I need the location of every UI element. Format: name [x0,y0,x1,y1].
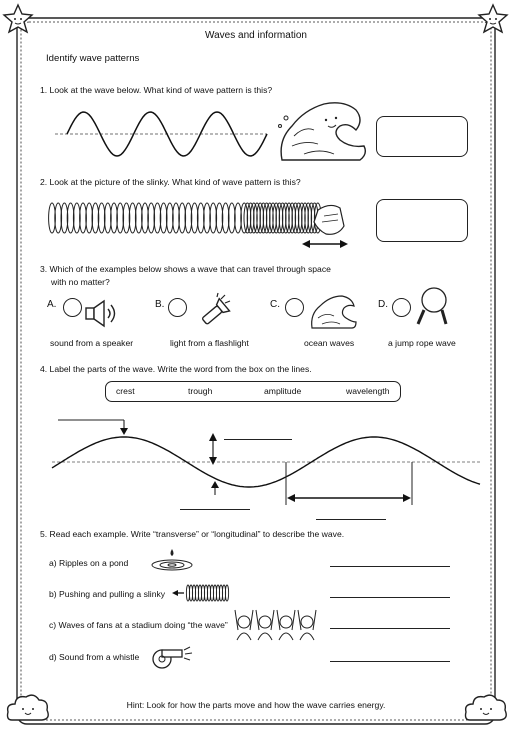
answer-line-q5b[interactable] [330,597,450,598]
page-title: Waves and information [205,30,307,41]
answer-line-q5a[interactable] [330,566,450,567]
q5-item-c-label: c) Waves of fans at a stadium doing “the wave” [49,620,228,630]
word-bank-item: trough [188,386,213,396]
option-b-caption: light from a flashlight [170,338,249,348]
jump-rope-icon [412,286,452,330]
page-subtitle: Identify wave patterns [46,53,140,64]
answer-line-q5d[interactable] [330,661,450,662]
answer-line-trough[interactable] [180,509,250,510]
flashlight-icon [195,295,231,331]
slinky-icon [48,196,338,256]
option-a-caption: sound from a speaker [50,338,134,348]
option-c-radio[interactable] [285,298,304,317]
answer-line-q5c[interactable] [330,628,450,629]
option-a-radio[interactable] [63,298,82,317]
slinky-icon [172,582,234,604]
question-1-text: 1. Look at the wave below. What kind of wave pattern is this? [40,85,273,95]
option-c-caption: ocean waves [304,338,355,348]
transverse-wave-diagram [55,102,275,162]
question-4-text: 4. Label the parts of the wave. Write the word from the box on the lines. [40,364,312,374]
question-3-line2: with no matter? [51,277,110,287]
option-d-letter: D. [378,299,388,310]
ocean-wave-icon [308,292,358,332]
option-a-letter: A. [47,299,57,310]
option-d-caption: a jump rope wave [388,338,456,348]
word-bank-item: amplitude [264,386,302,396]
water-drop-ripple-icon [150,548,194,572]
option-c-letter: C. [270,299,280,310]
word-bank-item: wavelength [346,386,390,396]
q5-item-d-label: d) Sound from a whistle [49,652,140,662]
word-bank-item: crest [116,386,135,396]
option-b-radio[interactable] [168,298,187,317]
q5-item-a-label: a) Ripples on a pond [49,558,129,568]
hint-text: Hint: Look for how the parts move and how the wave carries energy. [126,700,386,710]
option-b-letter: B. [155,299,165,310]
speaker-icon [84,300,120,328]
answer-line-amplitude[interactable] [224,439,292,440]
option-d-radio[interactable] [392,298,411,317]
question-5-text: 5. Read each example. Write “transverse” or “longitudinal” to describe the wave. [40,529,345,539]
whistle-icon [150,646,194,670]
answer-box-q1[interactable] [376,116,468,157]
answer-line-wavelength[interactable] [316,519,386,520]
word-bank [105,381,401,402]
wave-parts-diagram [40,405,500,525]
answer-box-q2[interactable] [376,199,468,242]
question-3-line1: 3. Which of the examples below shows a wave that can travel through space [40,264,331,274]
q5-item-b-label: b) Pushing and pulling a slinky [49,589,166,599]
ocean-wave-icon [274,96,369,166]
question-2-text: 2. Look at the picture of the slinky. What kind of wave pattern is this? [40,177,301,187]
stadium-fans-icon [232,608,324,640]
